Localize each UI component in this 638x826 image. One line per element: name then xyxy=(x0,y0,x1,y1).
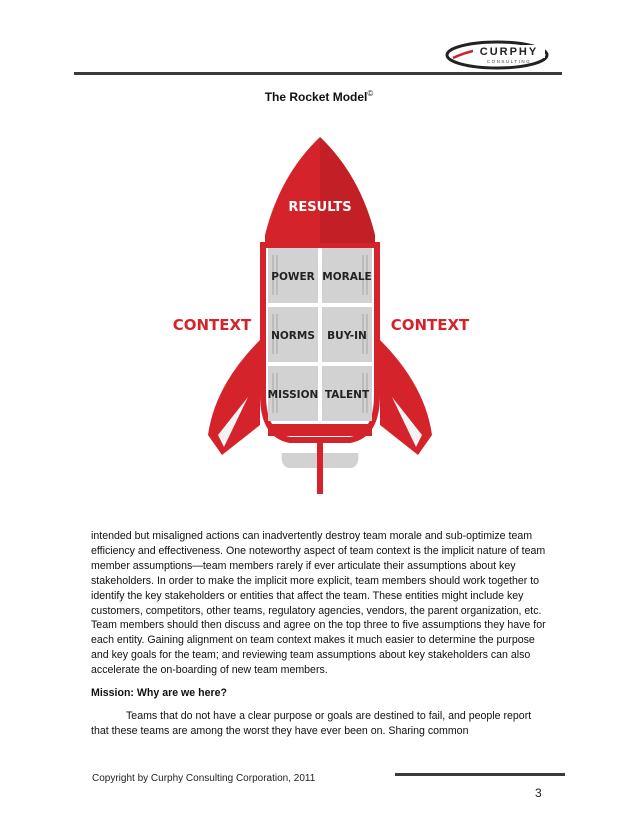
context-right-label: CONTEXT xyxy=(390,316,470,334)
rocket-model-figure xyxy=(160,135,480,500)
footer-copyright: Copyright by Curphy Consulting Corporation, 2011 xyxy=(92,773,316,784)
page-number: 3 xyxy=(535,786,542,800)
cell-talent: TALENT xyxy=(324,389,370,401)
logo-subtext: CONSULTING xyxy=(486,59,532,64)
body-text xyxy=(91,529,549,739)
cell-mission: MISSION xyxy=(267,389,319,401)
left-fin xyxy=(208,340,260,455)
footer-rule xyxy=(395,773,565,776)
right-fin xyxy=(380,340,432,455)
cell-norms: NORMS xyxy=(271,330,315,342)
cell-morale: MORALE xyxy=(322,271,372,283)
copyright-mark: © xyxy=(367,89,374,98)
cell-buy-in: BUY-IN xyxy=(327,330,367,342)
page-title xyxy=(0,89,638,104)
logo-text: CURPHY xyxy=(479,46,539,58)
paragraph-context: intended but misaligned actions can inadvertently destroy team morale and sub-optimize team efficiency and effectiveness. One noteworthy aspect of team context is the implicit nature of team member assumptions—team members rarely if ever articulate their assumptions about key stakeholders. In order to make the implicit more explicit, team members should work together to identify the key stakeholders or entities that affect the team. These entities might include key customers, competitors, other teams, regulatory agencies, vendors, the parent organization, etc. Team members should then discuss and agree on the top three to five assumptions they have for each entity. Gaining alignment on team context makes it much easier to determine the purpose and key goals for the team; and reviewing team assumptions about key stakeholders can also accelerate the on-boarding of new team members. xyxy=(91,530,546,677)
curphy-logo xyxy=(445,38,555,72)
title-text: The Rocket Model xyxy=(264,90,368,104)
paragraph-mission: Teams that do not have a clear purpose or goals are destined to fail, and people report that these teams are among the worst they have ever been on. Sharing common xyxy=(91,709,532,737)
exhaust-stripe xyxy=(317,440,323,494)
cell-power: POWER xyxy=(271,271,315,283)
context-left-label: CONTEXT xyxy=(172,316,252,334)
body-band xyxy=(268,424,372,436)
header-rule xyxy=(74,72,562,75)
subheading-mission: Mission: Why are we here? xyxy=(91,687,227,700)
results-label: RESULTS xyxy=(288,200,352,215)
